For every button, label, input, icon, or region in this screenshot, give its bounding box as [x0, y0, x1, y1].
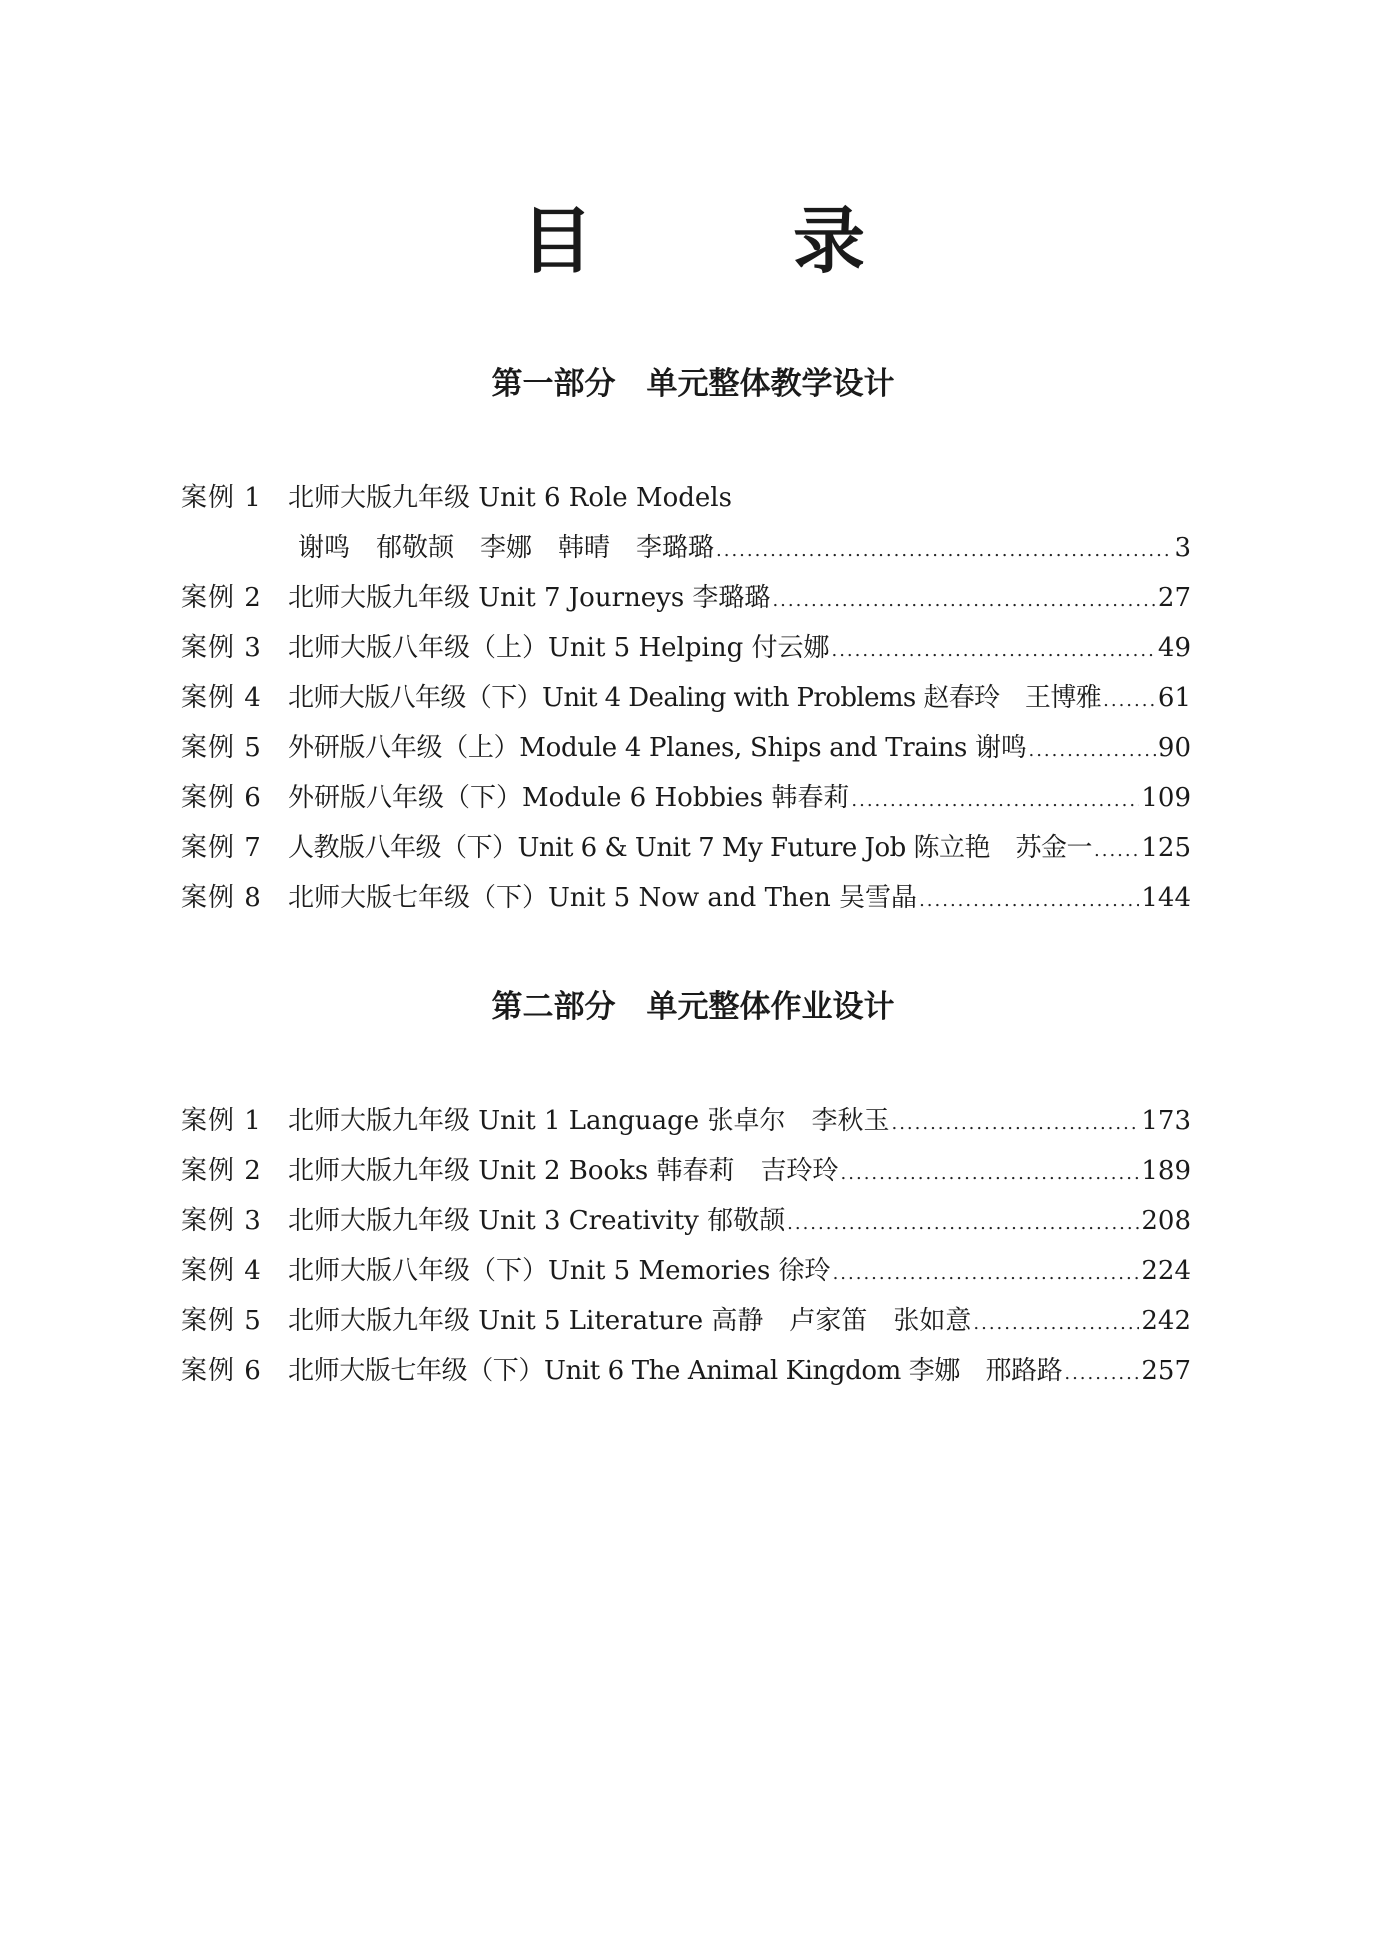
dot-leader [716, 526, 1172, 576]
page-title: 目 录 [520, 199, 929, 283]
case-label: 案例 1 [181, 1106, 262, 1136]
entry-title: 北师大版八年级（上）Unit 5 Helping 付云娜 [288, 633, 830, 663]
toc-entry[interactable] [181, 773, 1191, 823]
entry-title: 北师大版九年级 Unit 1 Language 张卓尔 李秋玉 [288, 1106, 890, 1136]
dot-leader [1028, 726, 1155, 776]
entry-line [288, 1146, 1191, 1199]
case-label: 案例 2 [181, 1156, 262, 1186]
case-label: 案例 5 [181, 1306, 262, 1336]
entry-title: 北师大版九年级 Unit 3 Creativity 郁敬颉 [288, 1206, 786, 1236]
entry-line [288, 1096, 1191, 1149]
entry-title: 北师大版八年级（下）Unit 5 Memories 徐玲 [288, 1256, 831, 1286]
entry-authors: 谢鸣 郁敬颉 李娜 韩晴 李璐璐 [298, 533, 715, 563]
page-number: 189 [1141, 1156, 1191, 1186]
toc-entry[interactable] [181, 723, 1191, 773]
page-number: 125 [1141, 833, 1191, 863]
entry-title: 北师大版九年级 Unit 7 Journeys 李璐璐 [288, 583, 771, 613]
part-1-heading: 第一部分 单元整体教学设计 [491, 366, 895, 402]
case-label: 案例 1 [181, 483, 262, 513]
dot-leader [919, 876, 1139, 926]
entry-title: 北师大版七年级（下）Unit 6 The Animal Kingdom 李娜 邢路路 [288, 1356, 1063, 1386]
toc-entry[interactable] [181, 1246, 1191, 1296]
toc-entry[interactable] [181, 623, 1191, 673]
entry-title: 北师大版九年级 Unit 2 Books 韩春莉 吉玲玲 [288, 1156, 839, 1186]
entry-title: 北师大版九年级 Unit 5 Literature 高静 卢家笛 张如意 [288, 1306, 972, 1336]
page-number: 49 [1157, 633, 1191, 663]
toc-entry[interactable] [181, 1146, 1191, 1196]
entry-title: 北师大版九年级 Unit 6 Role Models [288, 483, 732, 513]
toc-entry[interactable] [181, 473, 1191, 573]
entry-line [288, 1296, 1191, 1349]
page-number: 173 [1141, 1106, 1191, 1136]
case-label: 案例 4 [181, 1256, 262, 1286]
toc-entry[interactable] [181, 573, 1191, 623]
entry-line [298, 523, 1191, 576]
toc-entry[interactable] [181, 1346, 1191, 1396]
dot-leader [772, 576, 1155, 626]
page-number: 109 [1141, 783, 1191, 813]
entry-line [288, 1246, 1191, 1299]
part-1-toc-list [181, 473, 1191, 923]
entry-line [288, 673, 1191, 726]
entry-line [288, 823, 1191, 876]
entry-title: 北师大版八年级（下）Unit 4 Dealing with Problems 赵春玲 王博雅 [288, 683, 1102, 713]
page-number: 144 [1141, 883, 1191, 913]
entry-line [288, 773, 1191, 826]
dot-leader [891, 1099, 1139, 1149]
page-number: 208 [1141, 1206, 1191, 1236]
toc-entry[interactable] [181, 1296, 1191, 1346]
dot-leader [1094, 826, 1139, 876]
dot-leader [833, 1249, 1140, 1299]
case-label: 案例 6 [181, 1356, 262, 1386]
entry-line [288, 473, 1191, 523]
dot-leader [841, 1149, 1140, 1199]
toc-entry[interactable] [181, 673, 1191, 723]
dot-leader [831, 626, 1155, 676]
entry-title: 人教版八年级（下）Unit 6 & Unit 7 My Future Job 陈立艳 苏金一 [288, 833, 1093, 863]
dot-leader [851, 776, 1139, 826]
dot-leader [787, 1199, 1139, 1249]
case-label: 案例 3 [181, 1206, 262, 1236]
page-number: 224 [1141, 1256, 1191, 1286]
entry-line [288, 623, 1191, 676]
entry-line [288, 1346, 1191, 1399]
case-label: 案例 7 [181, 833, 262, 863]
page-number: 27 [1157, 583, 1191, 613]
entry-line [288, 1196, 1191, 1249]
case-label: 案例 3 [181, 633, 262, 663]
dot-leader [1064, 1349, 1139, 1399]
entry-title: 外研版八年级（上）Module 4 Planes, Ships and Trains 谢鸣 [288, 733, 1027, 763]
case-label: 案例 4 [181, 683, 262, 713]
page-number: 61 [1157, 683, 1191, 713]
part-2-heading: 第二部分 单元整体作业设计 [491, 989, 895, 1025]
case-label: 案例 8 [181, 883, 262, 913]
toc-entry[interactable] [181, 1196, 1191, 1246]
entry-title: 北师大版七年级（下）Unit 5 Now and Then 吴雪晶 [288, 883, 918, 913]
case-label: 案例 5 [181, 733, 262, 763]
case-label: 案例 2 [181, 583, 262, 613]
toc-entry[interactable] [181, 1096, 1191, 1146]
toc-entry[interactable] [181, 823, 1191, 873]
toc-entry[interactable] [181, 873, 1191, 923]
case-label: 案例 6 [181, 783, 262, 813]
page-number: 90 [1157, 733, 1191, 763]
part-2-toc-list [181, 1096, 1191, 1396]
page-number: 242 [1141, 1306, 1191, 1336]
entry-title: 外研版八年级（下）Module 6 Hobbies 韩春莉 [288, 783, 850, 813]
entry-line [288, 723, 1191, 776]
dot-leader [1103, 676, 1156, 726]
page-number: 3 [1174, 533, 1191, 563]
page-number: 257 [1141, 1356, 1191, 1386]
entry-line [288, 873, 1191, 926]
dot-leader [973, 1299, 1139, 1349]
entry-line [288, 573, 1191, 626]
